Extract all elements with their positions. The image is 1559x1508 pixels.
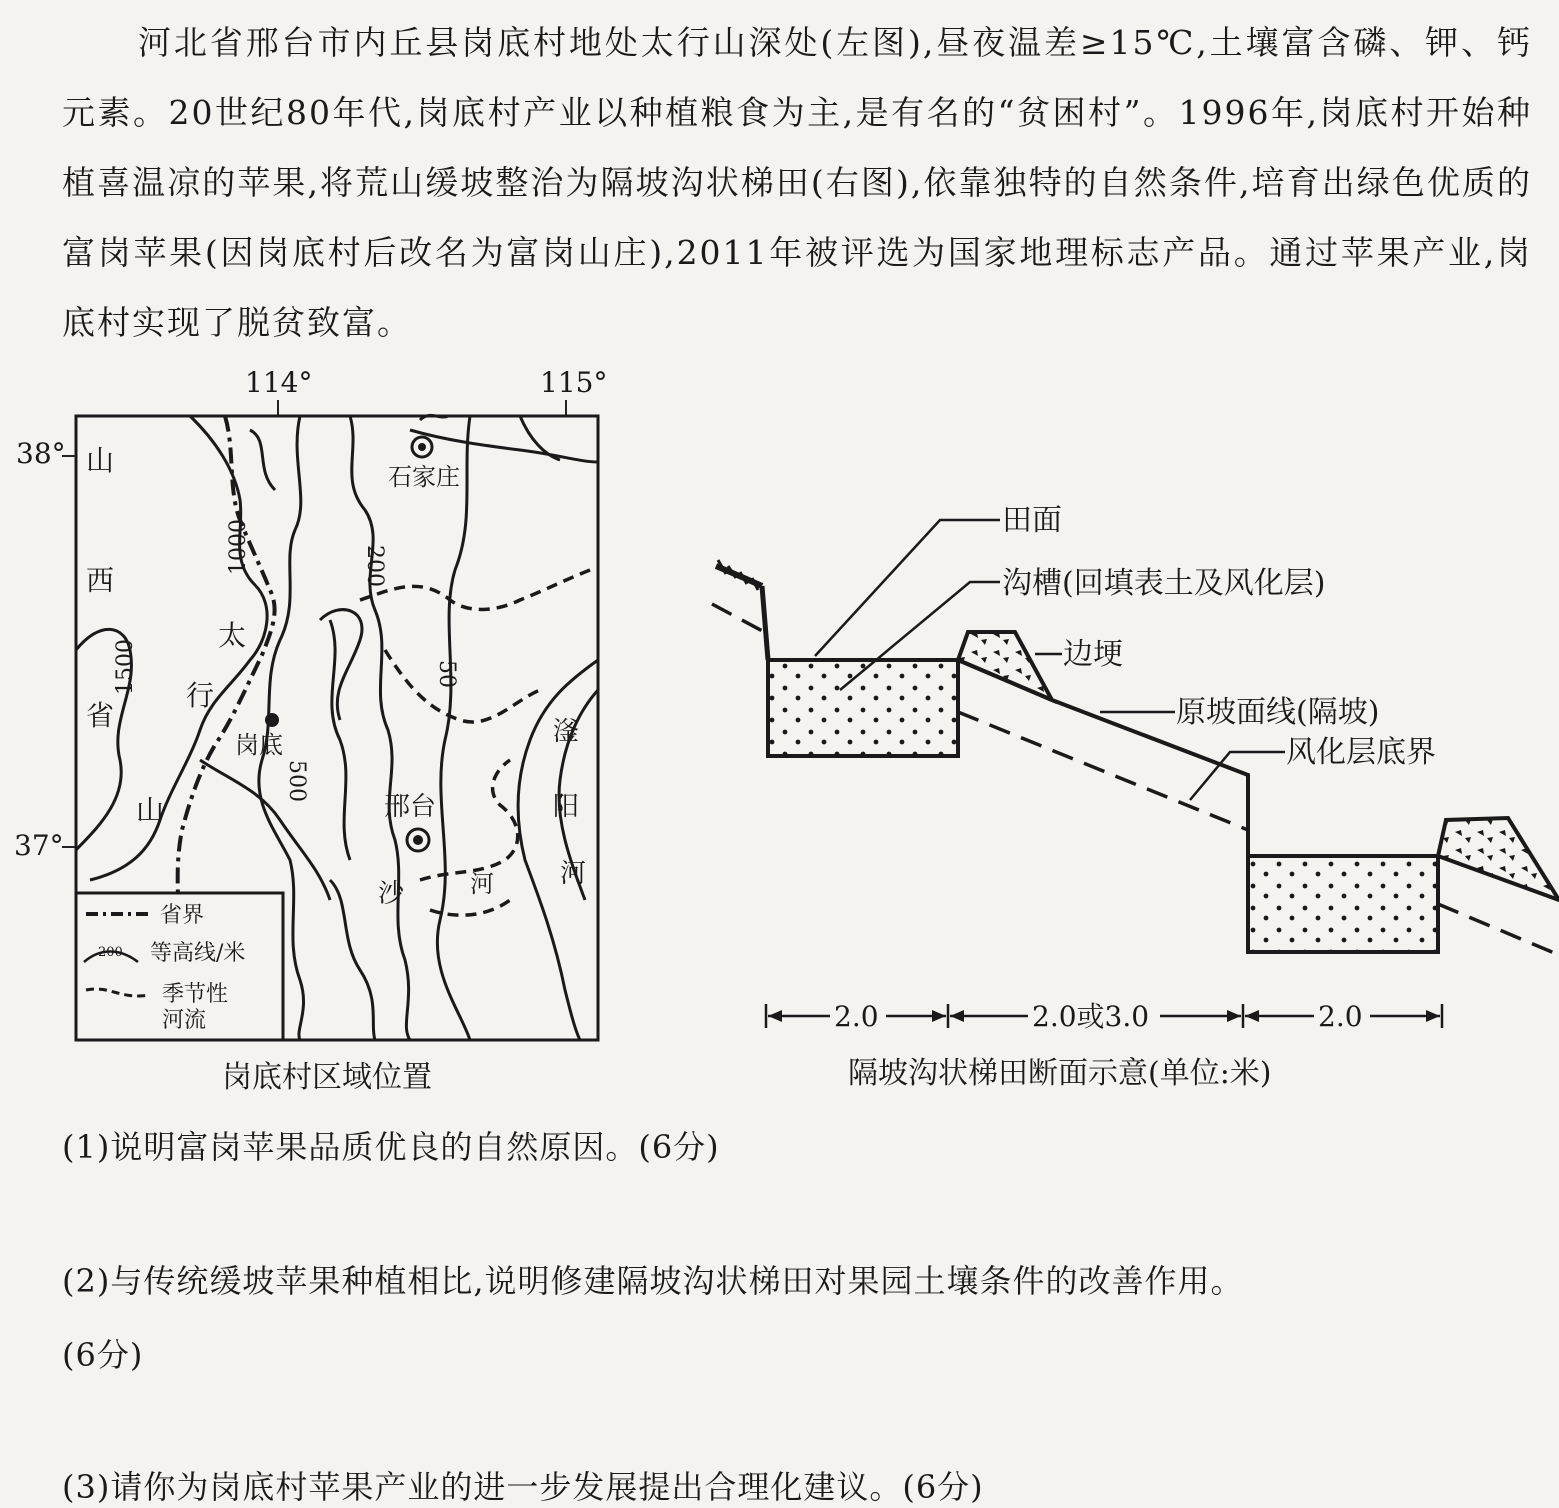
label-shan-2: 山 [136, 794, 165, 827]
location-map [0, 360, 640, 1100]
lat-label-37: 37° [14, 829, 64, 862]
contour-line-50 [437, 416, 470, 1040]
gangdi-village-icon [265, 713, 279, 727]
question-2: (2)与传统缓坡苹果种植相比,说明修建隔坡沟状梯田对果园土壤条件的改善作用。 [62, 1262, 1244, 1300]
label-xingtai: 邢台 [384, 792, 437, 822]
lower-ridge [1438, 818, 1559, 900]
terrace-section [700, 490, 1559, 1060]
label-gangdi: 岗底 [235, 731, 283, 759]
original-slope-line [958, 660, 1248, 856]
dimension-3: 2.0 [1318, 1000, 1363, 1033]
label-yang: 阳 [553, 792, 580, 822]
label-shijiazhuang: 石家庄 [388, 463, 460, 491]
label-xi: 西 [86, 564, 115, 597]
contour-label-50: 50 [434, 660, 459, 688]
label-he: 河 [470, 870, 494, 898]
section-caption: 隔坡沟状梯田断面示意(单位:米) [848, 1056, 1272, 1091]
label-he-fuyang: 河 [560, 859, 587, 889]
lon-label-114: 114° [245, 366, 313, 399]
question-1: (1)说明富岗苹果品质优良的自然原因。(6分) [62, 1128, 720, 1166]
seasonal-river-1 [360, 570, 590, 609]
label-ditch: 沟槽(回填表土及风化层) [1002, 566, 1326, 601]
upper-bank [762, 586, 768, 660]
contour-label-1500: 1500 [113, 639, 138, 695]
legend-province-border: 省界 [160, 903, 205, 928]
lon-label-115: 115° [540, 366, 608, 399]
label-weathered-base: 风化层底界 [1286, 735, 1436, 770]
legend-contour-sample: 200 [98, 945, 123, 960]
contour-label-1000: 1000 [226, 519, 251, 575]
legend-seasonal-river-2: 河流 [162, 1008, 207, 1033]
shijiazhuang-city-icon [412, 437, 432, 457]
xingtai-city-icon [407, 829, 429, 851]
label-sha: 沙 [378, 879, 405, 909]
legend-contour: 等高线/米 [150, 941, 246, 966]
label-fu: 滏 [553, 717, 580, 747]
legend-seasonal-river-1: 季节性 [162, 982, 229, 1007]
label-ridge: 边埂 [1063, 637, 1123, 672]
dimension-2: 2.0或3.0 [1032, 1000, 1150, 1033]
contour-label-200: 200 [362, 545, 387, 587]
province-border [178, 416, 275, 900]
dimension-1: 2.0 [834, 1000, 879, 1033]
label-hang: 行 [186, 679, 215, 712]
question-3: (3)请你为岗底村苹果产业的进一步发展提出合理化建议。(6分) [62, 1468, 984, 1506]
lower-ditch [1248, 856, 1438, 952]
upper-ditch [768, 660, 958, 756]
label-original-slope: 原坡面线(隔坡) [1176, 695, 1380, 730]
label-tai: 太 [218, 619, 247, 652]
weathered-base-line-3 [1438, 904, 1559, 955]
lat-label-38: 38° [16, 437, 66, 470]
label-field-surface: 田面 [1002, 503, 1062, 538]
label-shan-1: 山 [86, 444, 115, 477]
contour-line-200 [350, 416, 410, 1040]
contour-label-500: 500 [284, 760, 309, 802]
question-2-score: (6分) [62, 1336, 144, 1374]
map-caption: 岗底村区域位置 [222, 1060, 432, 1095]
label-sheng: 省 [86, 699, 115, 732]
seasonal-river-2 [385, 650, 540, 722]
map-legend [76, 893, 283, 1040]
weathered-base-line-1 [712, 604, 768, 634]
passage-text: 河北省邢台市内丘县岗底村地处太行山深处(左图),昼夜温差≥15℃,土壤富含磷、钾、钙元素。20世纪80年代,岗底村产业以种植粮食为主,是有名的“贫困村”。1996年,岗底村开始种植喜温凉的苹果,将荒山缓坡整治为隔坡沟状梯田(右图),依靠独特的自然条件,培育出绿色优质的富岗苹果(因岗底村后改名为富岗山庄),2011年被评选为国家地理标志产品。通过苹果产业,岗底村实现了脱贫致富。 [62, 23, 1532, 342]
